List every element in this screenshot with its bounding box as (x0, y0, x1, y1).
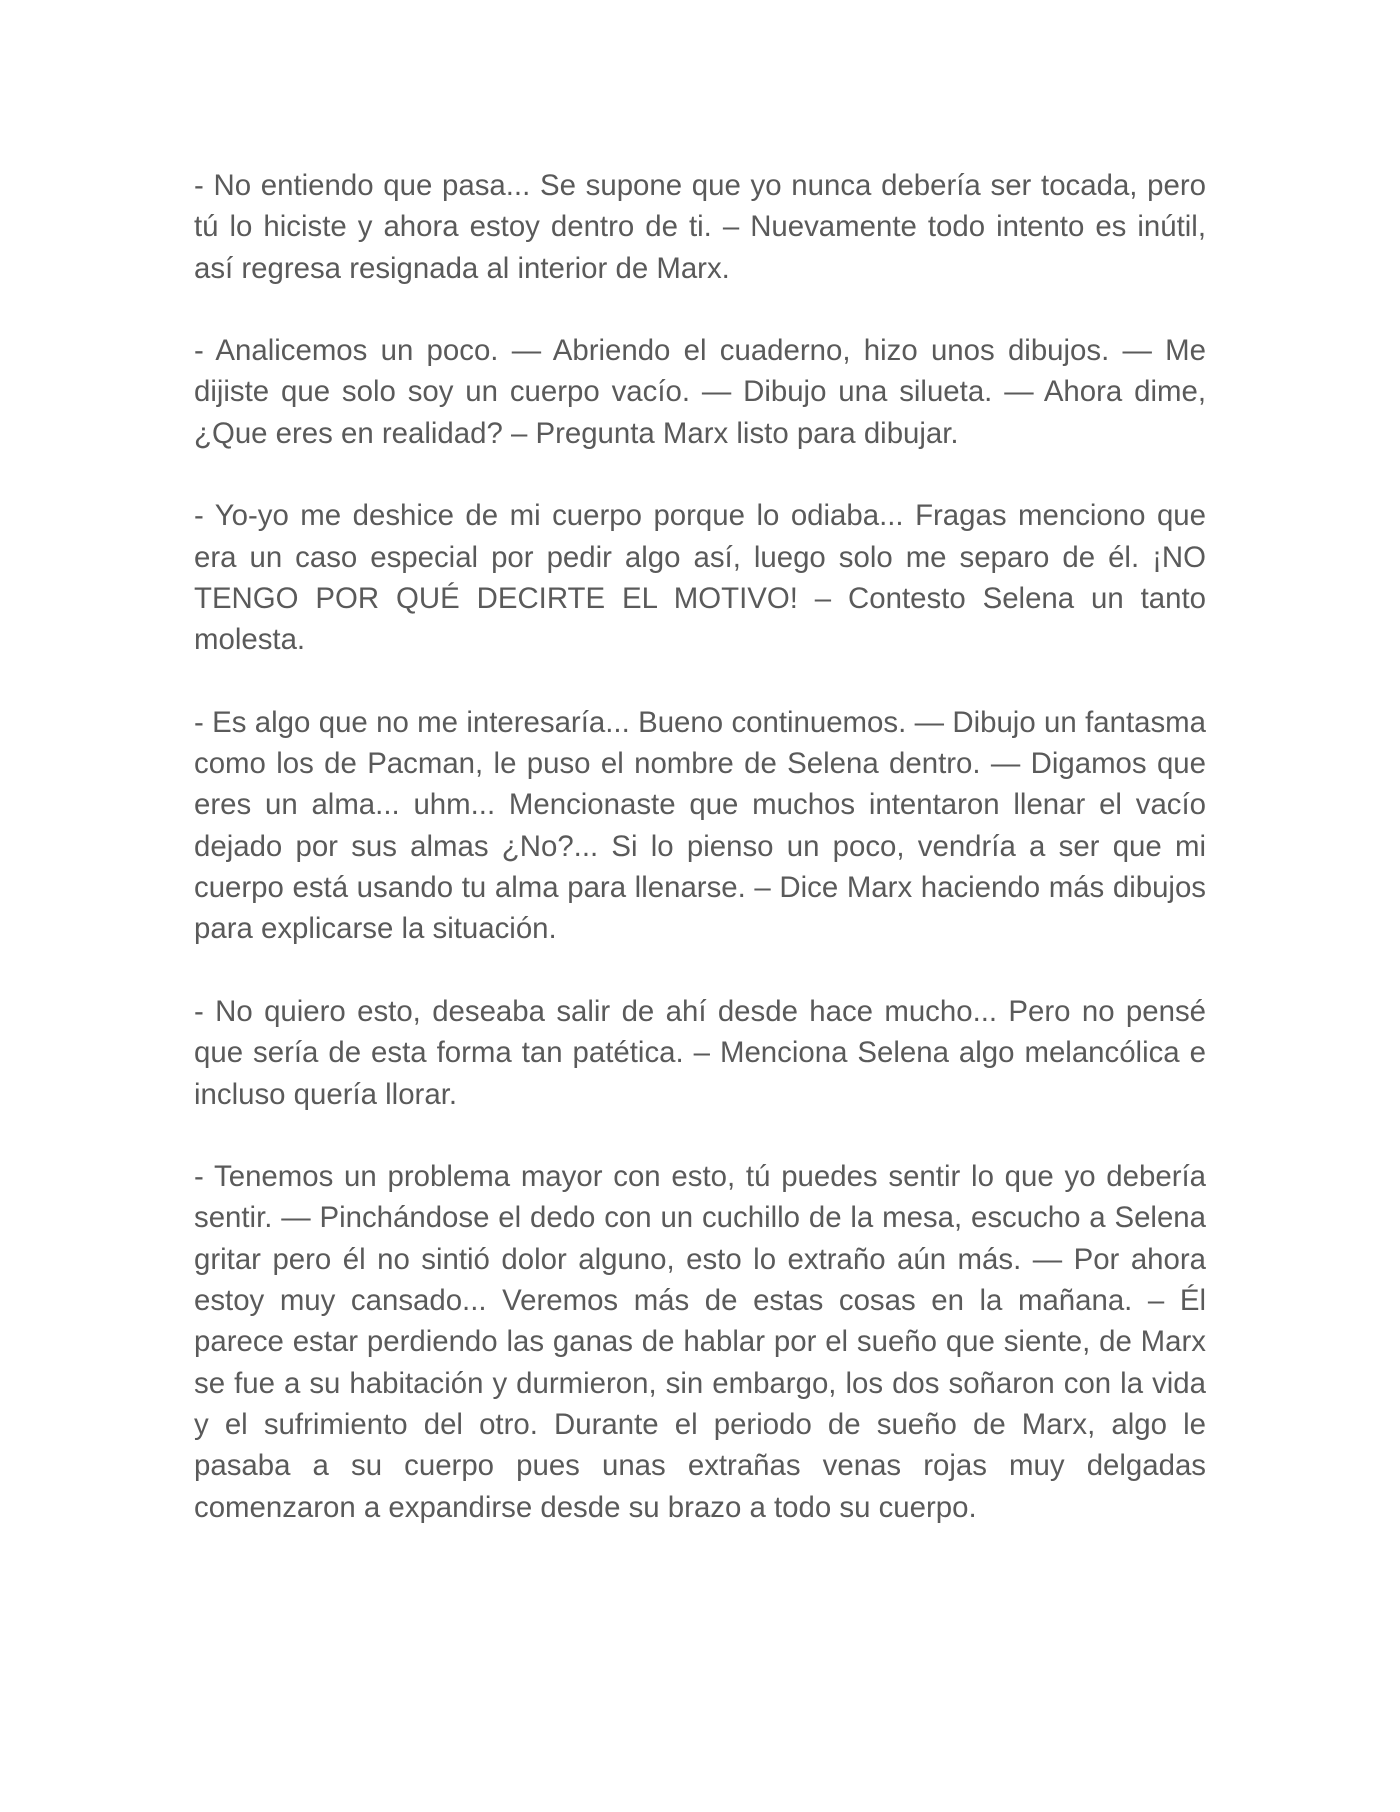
paragraph-1: - No entiendo que pasa... Se supone que yo nunca debería ser tocada, pero tú lo hiciste y ahora estoy dentro de ti. – Nuevamente todo intento es inútil, así regresa resignada al interior de Marx. (194, 169, 1206, 285)
paragraph-6: - Tenemos un problema mayor con esto, tú puedes sentir lo que yo debería sentir. — Pinchándose el dedo con un cuchillo de la mesa, escucho a Selena gritar pero él no sintió dolor alguno, esto lo extraño aún más. — Por ahora estoy muy cansado... Veremos más de estas cosas en la mañana. – Él parece estar perdiendo las ganas de hablar por el sueño que siente, de Marx se fue a su habitación y durmieron, sin embargo, los dos soñaron con la vida y el sufrimiento del otro. Durante el periodo de sueño de Marx, algo le pasaba a su cuerpo pues unas extrañas venas rojas muy delgadas comenzaron a expandirse desde su brazo a todo su cuerpo. (194, 1160, 1206, 1524)
paragraph-4: - Es algo que no me interesaría... Bueno continuemos. — Dibujo un fantasma como los de Pacman, le puso el nombre de Selena dentro. — Digamos que eres un alma... uhm... Mencionaste que muchos intentaron llenar el vacío dejado por sus almas ¿No?... Si lo pienso un poco, vendría a ser que mi cuerpo está usando tu alma para llenarse. – Dice Marx haciendo más dibujos para explicarse la situación. (194, 705, 1206, 946)
document-body (194, 165, 1206, 1569)
paragraph-5: - No quiero esto, deseaba salir de ahí desde hace mucho... Pero no pensé que sería de esta forma tan patética. – Menciona Selena algo melancólica e incluso quería llorar. (194, 994, 1206, 1111)
paragraph-2: - Analicemos un poco. — Abriendo el cuaderno, hizo unos dibujos. — Me dijiste que solo soy un cuerpo vacío. — Dibujo una silueta. — Ahora dime, ¿Que eres en realidad? – Pregunta Marx listo para dibujar. (194, 334, 1206, 450)
paragraph-3: - Yo-yo me deshice de mi cuerpo porque lo odiaba... Fragas menciono que era un caso especial por pedir algo así, luego solo me separo de él. ¡NO TENGO POR QUÉ DECIRTE EL MOTIVO! – Contesto Selena un tanto molesta. (194, 499, 1206, 657)
